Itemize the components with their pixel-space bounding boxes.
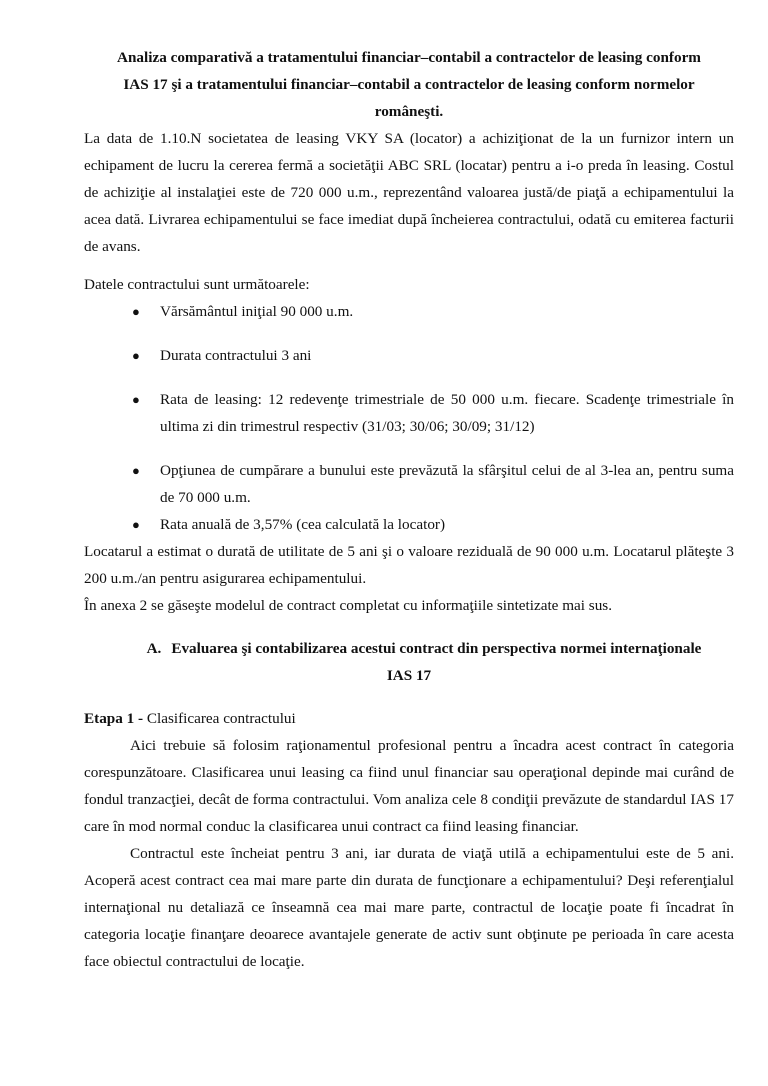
spacer <box>84 325 734 342</box>
spacer <box>84 619 734 635</box>
annex-note: În anexa 2 se găseşte modelul de contract completat cu informaţiile sintetizate mai sus. <box>84 597 613 614</box>
spacer <box>84 440 734 457</box>
list-item-text: Rata anuală de 3,57% (cea calculată la locator) <box>160 516 446 533</box>
useful-life-paragraph: Locatarul a estimat o durată de utilitate de 5 ani şi o valoare reziduală de 90 000 u.m. Locatarul plăteşte 3 200 u.m./an pentru asigurarea echipamentului. <box>84 543 734 587</box>
document-page <box>84 44 734 975</box>
list-item <box>84 298 734 325</box>
list-item-text: Durata contractului 3 ani <box>160 347 312 364</box>
bullet-icon: ● <box>132 348 140 363</box>
contract-data-heading: Datele contractului sunt următoarele: <box>84 276 310 293</box>
classification-paragraph: Aici trebuie să folosim raţionamentul profesional pentru a încadra acest contract în categoria corespunzătoare. Clasificarea unui leasing ca fiind unul financiar sau operaţional depinde mai curând de fondul tranzacţiei, decât de forma contractului. Vom analiza cele 8 condiţii prevăzute de standardul IAS 17 care în mod normal conduc la clasificarea unui contract ca fiind leasing financiar. <box>84 737 734 835</box>
bullet-icon: ● <box>132 517 140 532</box>
list-item-text: Rata de leasing: 12 redevenţe trimestriale de 50 000 u.m. fiecare. Scadenţe trimestriale în ultima zi din trimestrul respectiv (31/03; 30/06; 30/09; 31/12) <box>160 391 734 435</box>
section-a-title-line-1: Evaluarea şi contabilizarea acestui contract din perspectiva normei internaţionale <box>171 640 702 657</box>
section-a-heading <box>84 635 734 662</box>
document-title-line-2: IAS 17 şi a tratamentului financiar–contabil a contractelor de leasing conform normelor <box>123 76 695 93</box>
document-title-line-3: româneşti. <box>374 103 444 120</box>
list-item <box>84 457 734 511</box>
bullet-icon: ● <box>132 463 140 478</box>
contract-duration-paragraph: Contractul este încheiat pentru 3 ani, iar durata de viaţă utilă a echipamentului este de 5 ani. Acoperă acest contract cea mai mare parte din durata de funcţionare a echipamentului? Deşi referenţialul internaţional nu detaliază ce înseamnă cea mai mare parte, contractul de locaţie poate fi încadrat în categoria locaţie finanţare deoarece avantajele generate de activ sunt obţinute pe perioada în care acesta face obiectul contractului de locaţie. <box>84 845 734 970</box>
section-a-letter: A. <box>146 640 162 657</box>
list-item <box>84 342 734 369</box>
section-a-title-line-2: IAS 17 <box>386 667 432 684</box>
spacer <box>84 260 734 271</box>
document-title-line-1: Analiza comparativă a tratamentului financiar–contabil a contractelor de leasing conform <box>117 49 701 66</box>
spacer <box>84 369 734 386</box>
spacer <box>84 689 734 705</box>
list-item-text: Opţiunea de cumpărare a bunului este prevăzută la sfârşitul celui de al 3-lea an, pentru suma de 70 000 u.m. <box>160 462 734 506</box>
list-item <box>84 511 734 538</box>
bullet-icon: ● <box>132 392 140 407</box>
etapa-1-title: Clasificarea contractului <box>146 710 296 727</box>
list-item <box>84 386 734 440</box>
list-item-text: Vărsământul iniţial 90 000 u.m. <box>160 303 354 320</box>
etapa-1-heading <box>84 705 734 732</box>
etapa-1-label: Etapa 1 - <box>84 710 144 727</box>
contract-data-list <box>84 298 734 538</box>
bullet-icon: ● <box>132 304 140 319</box>
intro-paragraph: La data de 1.10.N societatea de leasing VKY SA (locator) a achiziţionat de la un furnizor intern un echipament de lucru la cererea fermă a societăţii ABC SRL (locatar) pentru a i-o preda în leasing. Costul de achiziţie al instalaţiei este de 720 000 u.m., reprezentând valoarea justă/de piaţă a echipamentului la acea dată. Livrarea echipamentului se face imediat după încheierea contractului, odată cu emiterea facturii de avans. <box>84 130 734 255</box>
